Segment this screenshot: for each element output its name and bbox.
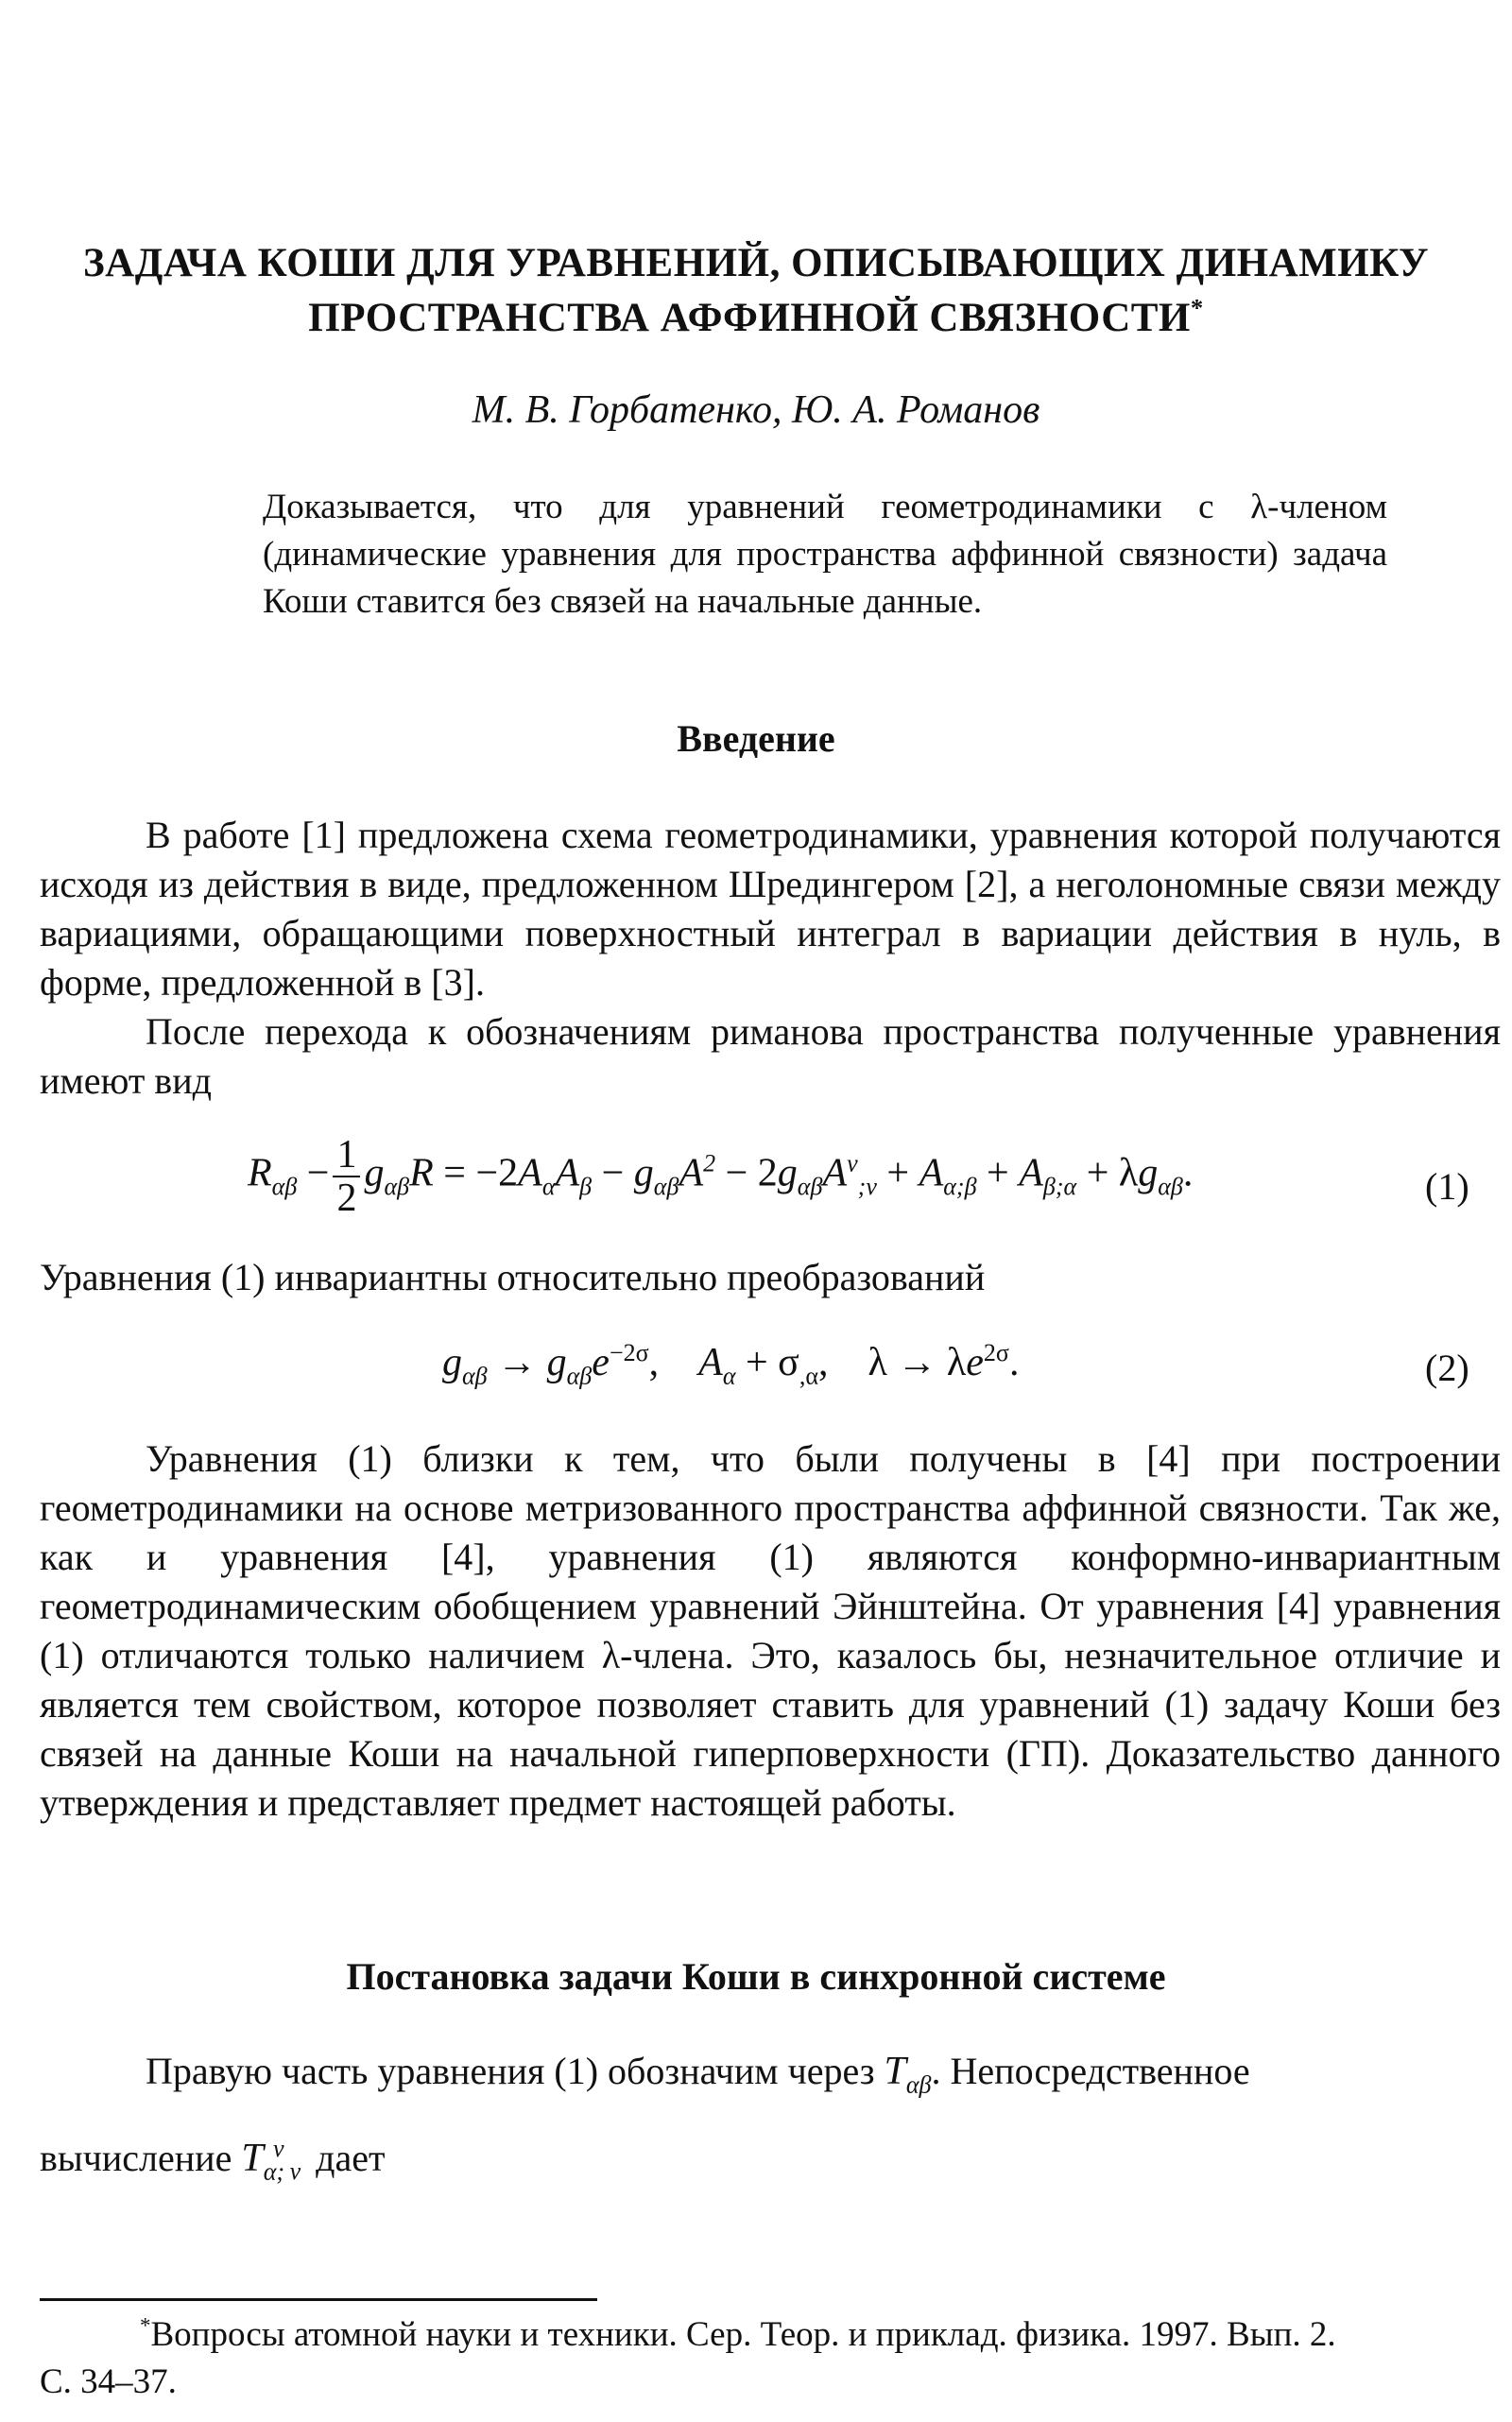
intro-paragraph-2: После перехода к обозначениям риманова пространства полученные уравнения имеют вид: [40, 1010, 1501, 1102]
intro-paragraph-1: В работе [1] предложена схема геометродинамики, уравнения которой получаются исходя из действия в виде, предложенном Шредингером [2], а неголономные связи между вариациями, обращающими поверхностный интеграл в вариации действия в нуль, в форме, предложенной в [3].: [40, 814, 1501, 1004]
intro-paragraph-4: Уравнения (1) близки к тем, что были получены в [4] при построении геометродинамики на основе метризованного пространства аффинной связности. Так же, как и уравнения [4], уравнения (1) являются конформно-инвариантным геометродинамическим обобщением уравнений Эйнштейна. От уравнения [4] уравнения (1) отличаются только наличием λ-члена. Это, казалось бы, незначительное отличие и является тем свойством, которое позволяет ставить для уравнений (1) задачу Коши без связей на данные Коши на начальной гиперповерхности (ГП). Доказательство данного утверждения и представляет предмет настоящей работы.: [40, 1437, 1501, 1824]
section-heading-intro: Введение: [677, 717, 835, 760]
footnote-rule: [40, 2298, 597, 2301]
footnote-mark: *: [140, 2313, 151, 2338]
cauchy-line-2: вычисление $T_{\alpha;}^\nu_\nu$ дает: [40, 2135, 386, 2186]
paper-title: [0, 236, 1512, 346]
equation-2: $g_{\alpha\beta} \to g_{\alpha\beta}e^{-2\sigma}$, $A_\alpha + \sigma_{,\alpha}$, $\lambda \to \lambda e^{2\sigma}$.: [442, 1339, 1020, 1390]
section-heading-cauchy: Постановка задачи Коши в синхронной системе: [346, 1955, 1166, 1998]
equation-1-number: (1): [1425, 1165, 1469, 1208]
cauchy-line-1: Правую часть уравнения (1) обозначим через $T_{\alpha\beta}$. Непосредственное: [146, 2050, 1250, 2099]
equation-2-number: (2): [1425, 1347, 1469, 1389]
t-alpha-nu-symbol: $T_{\alpha;}^\nu_\nu$: [241, 2135, 301, 2186]
footnote-line-2: С. 34–37.: [40, 2362, 177, 2401]
t-alpha-beta-symbol: $T_{\alpha\beta}$: [884, 2050, 932, 2099]
abstract: Доказывается, что для уравнений геометродинамики с λ-членом (динамические уравнения для пространства аффинной связности) задача Коши ставится без связей на начальные данные.: [263, 488, 1387, 621]
intro-paragraph-3: Уравнения (1) инвариантны относительно преобразований: [40, 1256, 986, 1298]
title-line-1: ЗАДАЧА КОШИ ДЛЯ УРАВНЕНИЙ, ОПИСЫВАЮЩИХ ДИНАМИКУ: [82, 241, 1430, 285]
authors: М. В. Горбатенко, Ю. А. Романов: [472, 388, 1040, 432]
title-footnote-mark: *: [1190, 293, 1204, 322]
footnote-line-1: *Вопросы атомной науки и техники. Сер. Теор. и приклад. физика. 1997. Вып. 2.: [140, 2313, 1336, 2354]
equation-1: $R_{\alpha\beta}$ − $\frac{1}{2}$ $g_{\alpha\beta}R = -2A_\alpha A_\beta - g_{\alpha\beta}A^2 - 2g_{\alpha\beta}A^\nu_{;\nu} + A_{\alpha;\beta} + A_{\beta;\alpha} + \lambda g_{\alpha\beta}$.: [248, 1133, 1194, 1220]
title-line-2: ПРОСТРАНСТВА АФФИННОЙ СВЯЗНОСТИ*: [308, 293, 1204, 340]
